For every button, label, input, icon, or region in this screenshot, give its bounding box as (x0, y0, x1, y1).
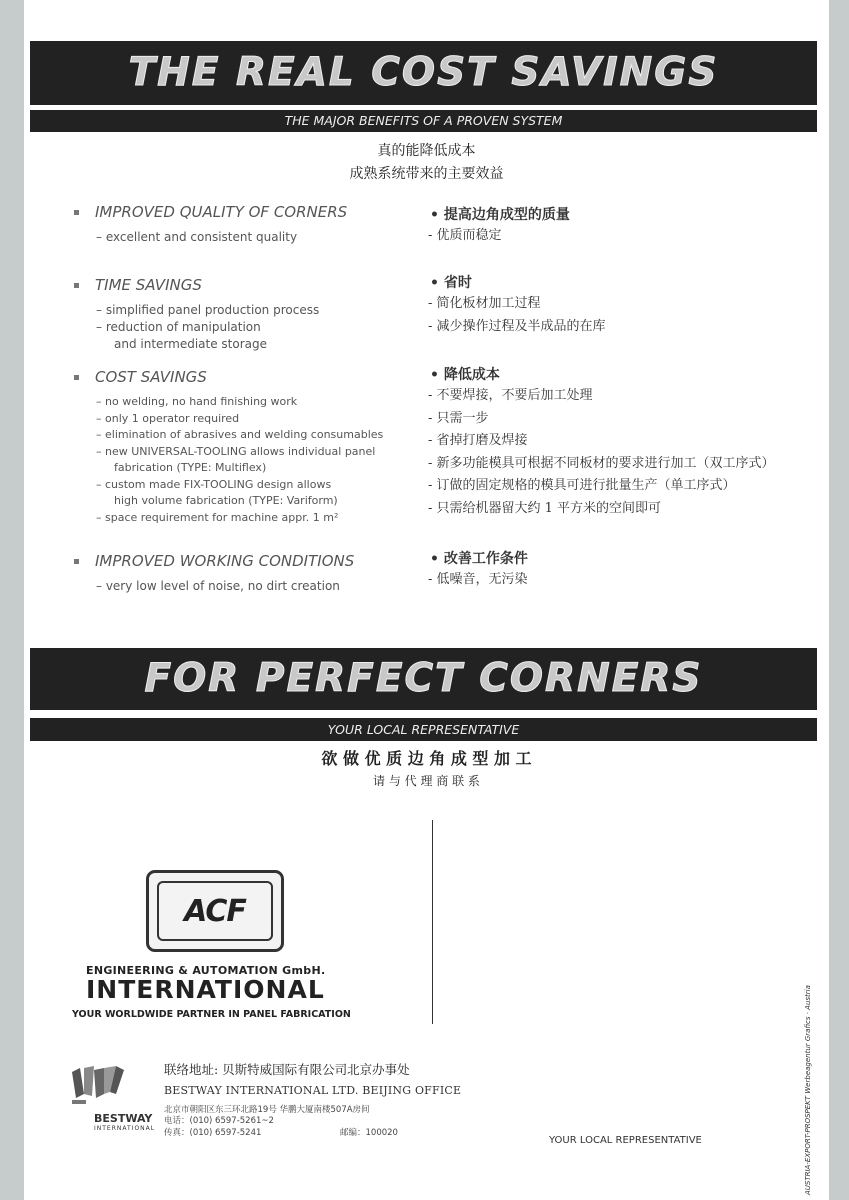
subtitle-bar-2 (30, 718, 817, 741)
list-item: – simplified panel production process (96, 303, 320, 317)
list-item: - 简化板材加工过程 (428, 296, 541, 311)
cn-title: 真的能降低成本 (377, 143, 476, 159)
list-item: - 减少操作过程及半成品的在库 (428, 318, 606, 334)
list-item: – elimination of abrasives and welding consumables (96, 428, 384, 441)
bullet-square-icon (74, 559, 79, 564)
list-item: – only 1 operator required (96, 411, 240, 425)
address-line: 北京市朝阳区东三环北路19号 华鹏大厦南楼507A房间 (164, 1105, 370, 1115)
cn-list-cost (428, 385, 775, 520)
benefit-list-conditions (96, 578, 340, 595)
list-item: - 只需给机器留大约 1 平方米的空间即可 (428, 500, 662, 516)
address-en: BESTWAY INTERNATIONAL LTD. BEIJING OFFICE (164, 1084, 462, 1097)
list-item: – excellent and consistent quality (96, 230, 298, 244)
list-item: – reduction of manipulation (96, 320, 261, 334)
section2-subtitle: YOUR LOCAL REPRESENTATIVE (327, 722, 520, 737)
divider-line (432, 820, 433, 1024)
local-rep-label: YOUR LOCAL REPRESENTATIVE (549, 1135, 702, 1146)
heading-text: TIME SAVINGS (95, 276, 202, 294)
list-item: – space requirement for machine appr. 1 m² (96, 510, 339, 524)
bullet-square-icon (74, 210, 79, 215)
benefit-heading-conditions (74, 552, 354, 570)
benefit-list-time (96, 302, 319, 353)
list-item: fabrication (TYPE: Multiflex) (114, 461, 267, 474)
list-item: - 优质而稳定 (428, 228, 502, 243)
list-item: - 不要焊接，不要后加工处理 (428, 388, 593, 403)
cn-subtitle: 成熟系统带来的主要效益 (349, 166, 504, 182)
acf-company-line: ENGINEERING & AUTOMATION GmbH. (86, 964, 326, 977)
tel-line: 电话：(010) 6597-5261~2 (164, 1116, 274, 1126)
benefit-list-quality (96, 229, 297, 246)
acf-logo-text: ACF (184, 893, 246, 929)
list-item: - 订做的固定规格的模具可进行批量生产（单工序式） (428, 478, 736, 493)
cn-heading-cost: • 降低成本 (430, 367, 500, 383)
list-item: – custom made FIX-TOOLING design allows (96, 477, 332, 491)
list-item: - 低噪音，无污染 (428, 572, 528, 587)
cn-heading-conditions: • 改善工作条件 (430, 551, 528, 567)
benefit-heading-cost (74, 368, 207, 386)
fax-line: 传真：(010) 6597-5241 (164, 1128, 262, 1138)
cn-heading-quality: • 提高边角成型的质量 (430, 207, 570, 223)
list-item: - 新多功能模具可根据不同板材的要求进行加工（双工序式） (428, 455, 775, 471)
bullet-square-icon (74, 375, 79, 380)
bestway-name: BESTWAY (94, 1112, 153, 1125)
list-item: and intermediate storage (114, 337, 268, 351)
main-title: THE REAL COST SAVINGS (128, 50, 719, 95)
acf-tagline: YOUR WORLDWIDE PARTNER IN PANEL FABRICATION (72, 1009, 351, 1020)
cn-list-quality (428, 225, 502, 248)
acf-international: INTERNATIONAL (86, 975, 325, 1004)
benefit-heading-time (74, 276, 202, 294)
section2-title: FOR PERFECT CORNERS (144, 656, 703, 701)
section2-cn-title: 欲 做 优 质 边 角 成 型 加 工 (321, 749, 532, 768)
cn-list-time (428, 293, 606, 338)
list-item: – no welding, no hand finishing work (96, 395, 298, 408)
heading-text: IMPROVED WORKING CONDITIONS (95, 552, 355, 570)
bestway-logo-icon (70, 1064, 126, 1112)
heading-text: IMPROVED QUALITY OF CORNERS (95, 203, 348, 221)
address-label: 联络地址: 贝斯特威国际有限公司北京办事处 (164, 1062, 410, 1077)
vertical-credit: AUSTRIA-EXPORT-PROSPEKT Werbeagentur Grafics · Austria (804, 985, 812, 1195)
postcode: 邮编：100020 (340, 1128, 398, 1138)
title-bar-2 (30, 648, 817, 710)
list-item: - 只需一步 (428, 410, 489, 426)
cn-heading-time: • 省时 (430, 275, 472, 291)
benefit-list-cost (96, 394, 383, 526)
bestway-intl: INTERNATIONAL (94, 1125, 156, 1132)
subtitle-text: THE MAJOR BENEFITS OF A PROVEN SYSTEM (284, 113, 563, 128)
acf-logo (146, 870, 284, 952)
title-bar (30, 41, 817, 105)
cn-list-conditions (428, 569, 528, 592)
list-item: – new UNIVERSAL-TOOLING allows individual panel (96, 444, 376, 458)
list-item: - 省掉打磨及焊接 (428, 433, 528, 448)
brochure-page (24, 0, 829, 1200)
list-item: high volume fabrication (TYPE: Variform) (114, 494, 338, 507)
section2-cn-subtitle: 请 与 代 理 商 联 系 (373, 774, 480, 788)
acf-logo-inner (157, 881, 273, 941)
list-item: – very low level of noise, no dirt creation (96, 579, 340, 593)
benefit-heading-quality (74, 203, 347, 221)
heading-text: COST SAVINGS (95, 368, 207, 386)
subtitle-bar (30, 110, 817, 132)
bullet-square-icon (74, 283, 79, 288)
